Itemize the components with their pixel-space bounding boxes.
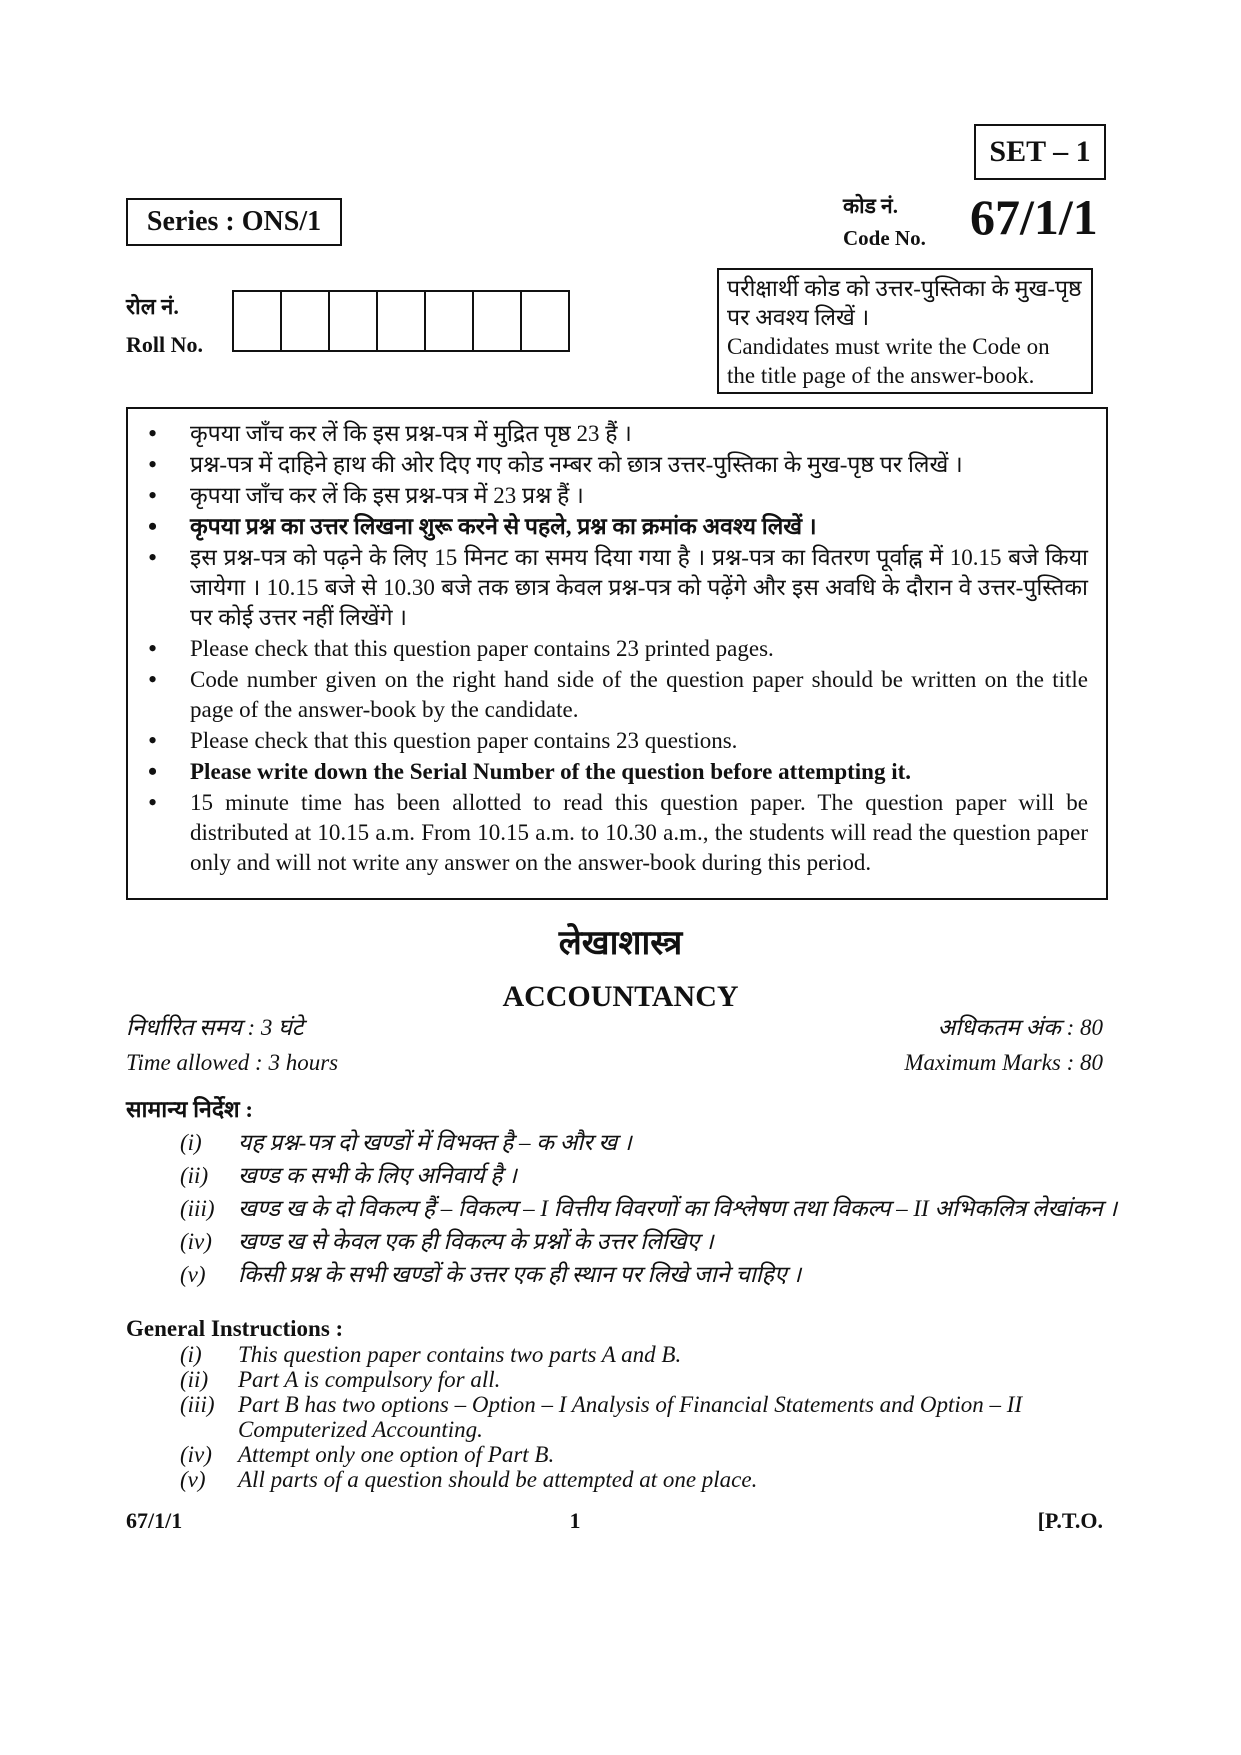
- roll-number-cell[interactable]: [426, 292, 474, 350]
- instruction-text: Attempt only one option of Part B.: [238, 1442, 555, 1467]
- general-instruction-item: [180, 1225, 1120, 1258]
- instruction-number: (i): [180, 1130, 202, 1155]
- instruction-number: (v): [180, 1467, 206, 1492]
- instruction-text: All parts of a question should be attempted at one place.: [238, 1467, 758, 1492]
- instruction-number: (ii): [180, 1163, 209, 1188]
- general-instructions-hindi-list: [180, 1126, 1120, 1291]
- instruction-item: • कृपया जाँच कर लें कि इस प्रश्न-पत्र में 23 प्रश्न हैं ।: [148, 481, 1088, 511]
- candidate-note-box: [717, 268, 1093, 394]
- max-marks-english: Maximum Marks : 80: [904, 1050, 1103, 1075]
- instruction-text: खण्ड क सभी के लिए अनिवार्य है ।: [238, 1163, 517, 1188]
- general-instruction-item: [180, 1159, 1120, 1192]
- series-label: Series : ONS/1: [126, 198, 342, 246]
- instruction-number: (iii): [180, 1196, 215, 1221]
- roll-label-hindi: रोल नं.: [126, 294, 179, 319]
- general-instruction-item: [180, 1442, 1120, 1467]
- code-label-english: Code No.: [843, 226, 926, 250]
- subject-title-english: ACCOUNTANCY: [502, 980, 739, 1013]
- instruction-number: (v): [180, 1262, 206, 1287]
- general-instructions-english-list: [180, 1342, 1120, 1492]
- code-number: 67/1/1: [970, 189, 1098, 245]
- instruction-item: • 15 minute time has been allotted to read this question paper. The question paper will be distributed at 10.15 a.m. From 10.15 a.m. to 10.30 a.m., the students will read the question paper only and will not write any answer on the answer-book during this period.: [148, 788, 1088, 878]
- general-instructions-english-heading: General Instructions :: [126, 1316, 344, 1341]
- instruction-number: (iii): [180, 1392, 215, 1417]
- instruction-text: Part B has two options – Option – I Analysis of Financial Statements and Option – II Computerized Accounting.: [238, 1392, 1023, 1442]
- roll-number-cell[interactable]: [330, 292, 378, 350]
- code-label: [843, 190, 926, 254]
- pto-label: [P.T.O.: [1037, 1508, 1103, 1533]
- roll-number-boxes[interactable]: [232, 290, 570, 352]
- instruction-text: किसी प्रश्न के सभी खण्डों के उत्तर एक ही स्थान पर लिखे जाने चाहिए ।: [238, 1262, 802, 1287]
- instruction-item: • Please check that this question paper contains 23 printed pages.: [148, 634, 1088, 664]
- instruction-item: • Please write down the Serial Number of the question before attempting it.: [148, 757, 1088, 787]
- roll-label: [126, 288, 203, 364]
- general-instruction-item: [180, 1367, 1120, 1392]
- instruction-item: • प्रश्न-पत्र में दाहिने हाथ की ओर दिए गए कोड नम्बर को छात्र उत्तर-पुस्तिका के मुख-पृष्ठ पर लिखें ।: [148, 450, 1088, 480]
- roll-label-english: Roll No.: [126, 332, 203, 357]
- instruction-text: खण्ड ख के दो विकल्प हैं – विकल्प – I वित्तीय विवरणों का विश्लेषण तथा विकल्प – II अभिकलित्र लेखांकन ।: [238, 1196, 1118, 1221]
- roll-number-cell[interactable]: [234, 292, 282, 350]
- instruction-text: This question paper contains two parts A and B.: [238, 1342, 682, 1367]
- general-instruction-item: [180, 1192, 1120, 1225]
- instruction-item: • Please check that this question paper contains 23 questions.: [148, 726, 1088, 756]
- candidate-note-hindi: परीक्षार्थी कोड को उत्तर-पुस्तिका के मुख-पृष्ठ पर अवश्य लिखें ।: [727, 276, 1082, 330]
- time-allowed-english: Time allowed : 3 hours: [126, 1050, 339, 1075]
- code-label-hindi: कोड नं.: [843, 194, 898, 218]
- general-instruction-item: [180, 1467, 1120, 1492]
- max-marks-hindi: अधिकतम अंक : 80: [937, 1015, 1103, 1040]
- instruction-number: (ii): [180, 1367, 209, 1392]
- roll-number-cell[interactable]: [282, 292, 330, 350]
- instruction-item: • कृपया प्रश्न का उत्तर लिखना शुरू करने से पहले, प्रश्न का क्रमांक अवश्य लिखें ।: [148, 512, 1088, 542]
- instruction-item: • Code number given on the right hand side of the question paper should be written on the title page of the answer-book by the candidate.: [148, 665, 1088, 725]
- instructions-list: [148, 419, 1088, 878]
- instructions-box: [126, 407, 1108, 900]
- candidate-note-english: Candidates must write the Code on the title page of the answer-book.: [727, 334, 1050, 388]
- subject-title-hindi: लेखाशास्त्र: [558, 925, 683, 962]
- general-instruction-item: [180, 1126, 1120, 1159]
- roll-number-cell[interactable]: [378, 292, 426, 350]
- instruction-item: • कृपया जाँच कर लें कि इस प्रश्न-पत्र में मुद्रित पृष्ठ 23 हैं ।: [148, 419, 1088, 449]
- roll-number-cell[interactable]: [474, 292, 522, 350]
- instruction-text: खण्ड ख से केवल एक ही विकल्प के प्रश्नों के उत्तर लिखिए ।: [238, 1229, 714, 1254]
- instruction-item: • इस प्रश्न-पत्र को पढ़ने के लिए 15 मिनट का समय दिया गया है । प्रश्न-पत्र का वितरण पूर्वाह्न में 10.15 बजे किया जायेगा । 10.15 बजे से 10.30 बजे तक छात्र केवल प्रश्न-पत्र को पढ़ेंगे और इस अवधि के दौरान वे उत्तर-पुस्तिका पर कोई उत्तर नहीं लिखेंगे ।: [148, 543, 1088, 633]
- footer-code: 67/1/1: [126, 1508, 183, 1533]
- page-number: 1: [569, 1508, 581, 1533]
- instruction-number: (iv): [180, 1442, 212, 1467]
- instruction-number: (iv): [180, 1229, 212, 1254]
- general-instructions-hindi-heading: सामान्य निर्देश :: [126, 1097, 254, 1122]
- general-instruction-item: [180, 1258, 1120, 1291]
- roll-number-cell[interactable]: [522, 292, 568, 350]
- general-instruction-item: [180, 1392, 1120, 1442]
- instruction-number: (i): [180, 1342, 202, 1367]
- time-allowed-hindi: निर्धारित समय : 3 घंटे: [126, 1015, 304, 1040]
- general-instruction-item: [180, 1342, 1120, 1367]
- set-label: SET – 1: [974, 124, 1106, 180]
- instruction-text: यह प्रश्न-पत्र दो खण्डों में विभक्त है – क और ख ।: [238, 1130, 632, 1155]
- instruction-text: Part A is compulsory for all.: [238, 1367, 501, 1392]
